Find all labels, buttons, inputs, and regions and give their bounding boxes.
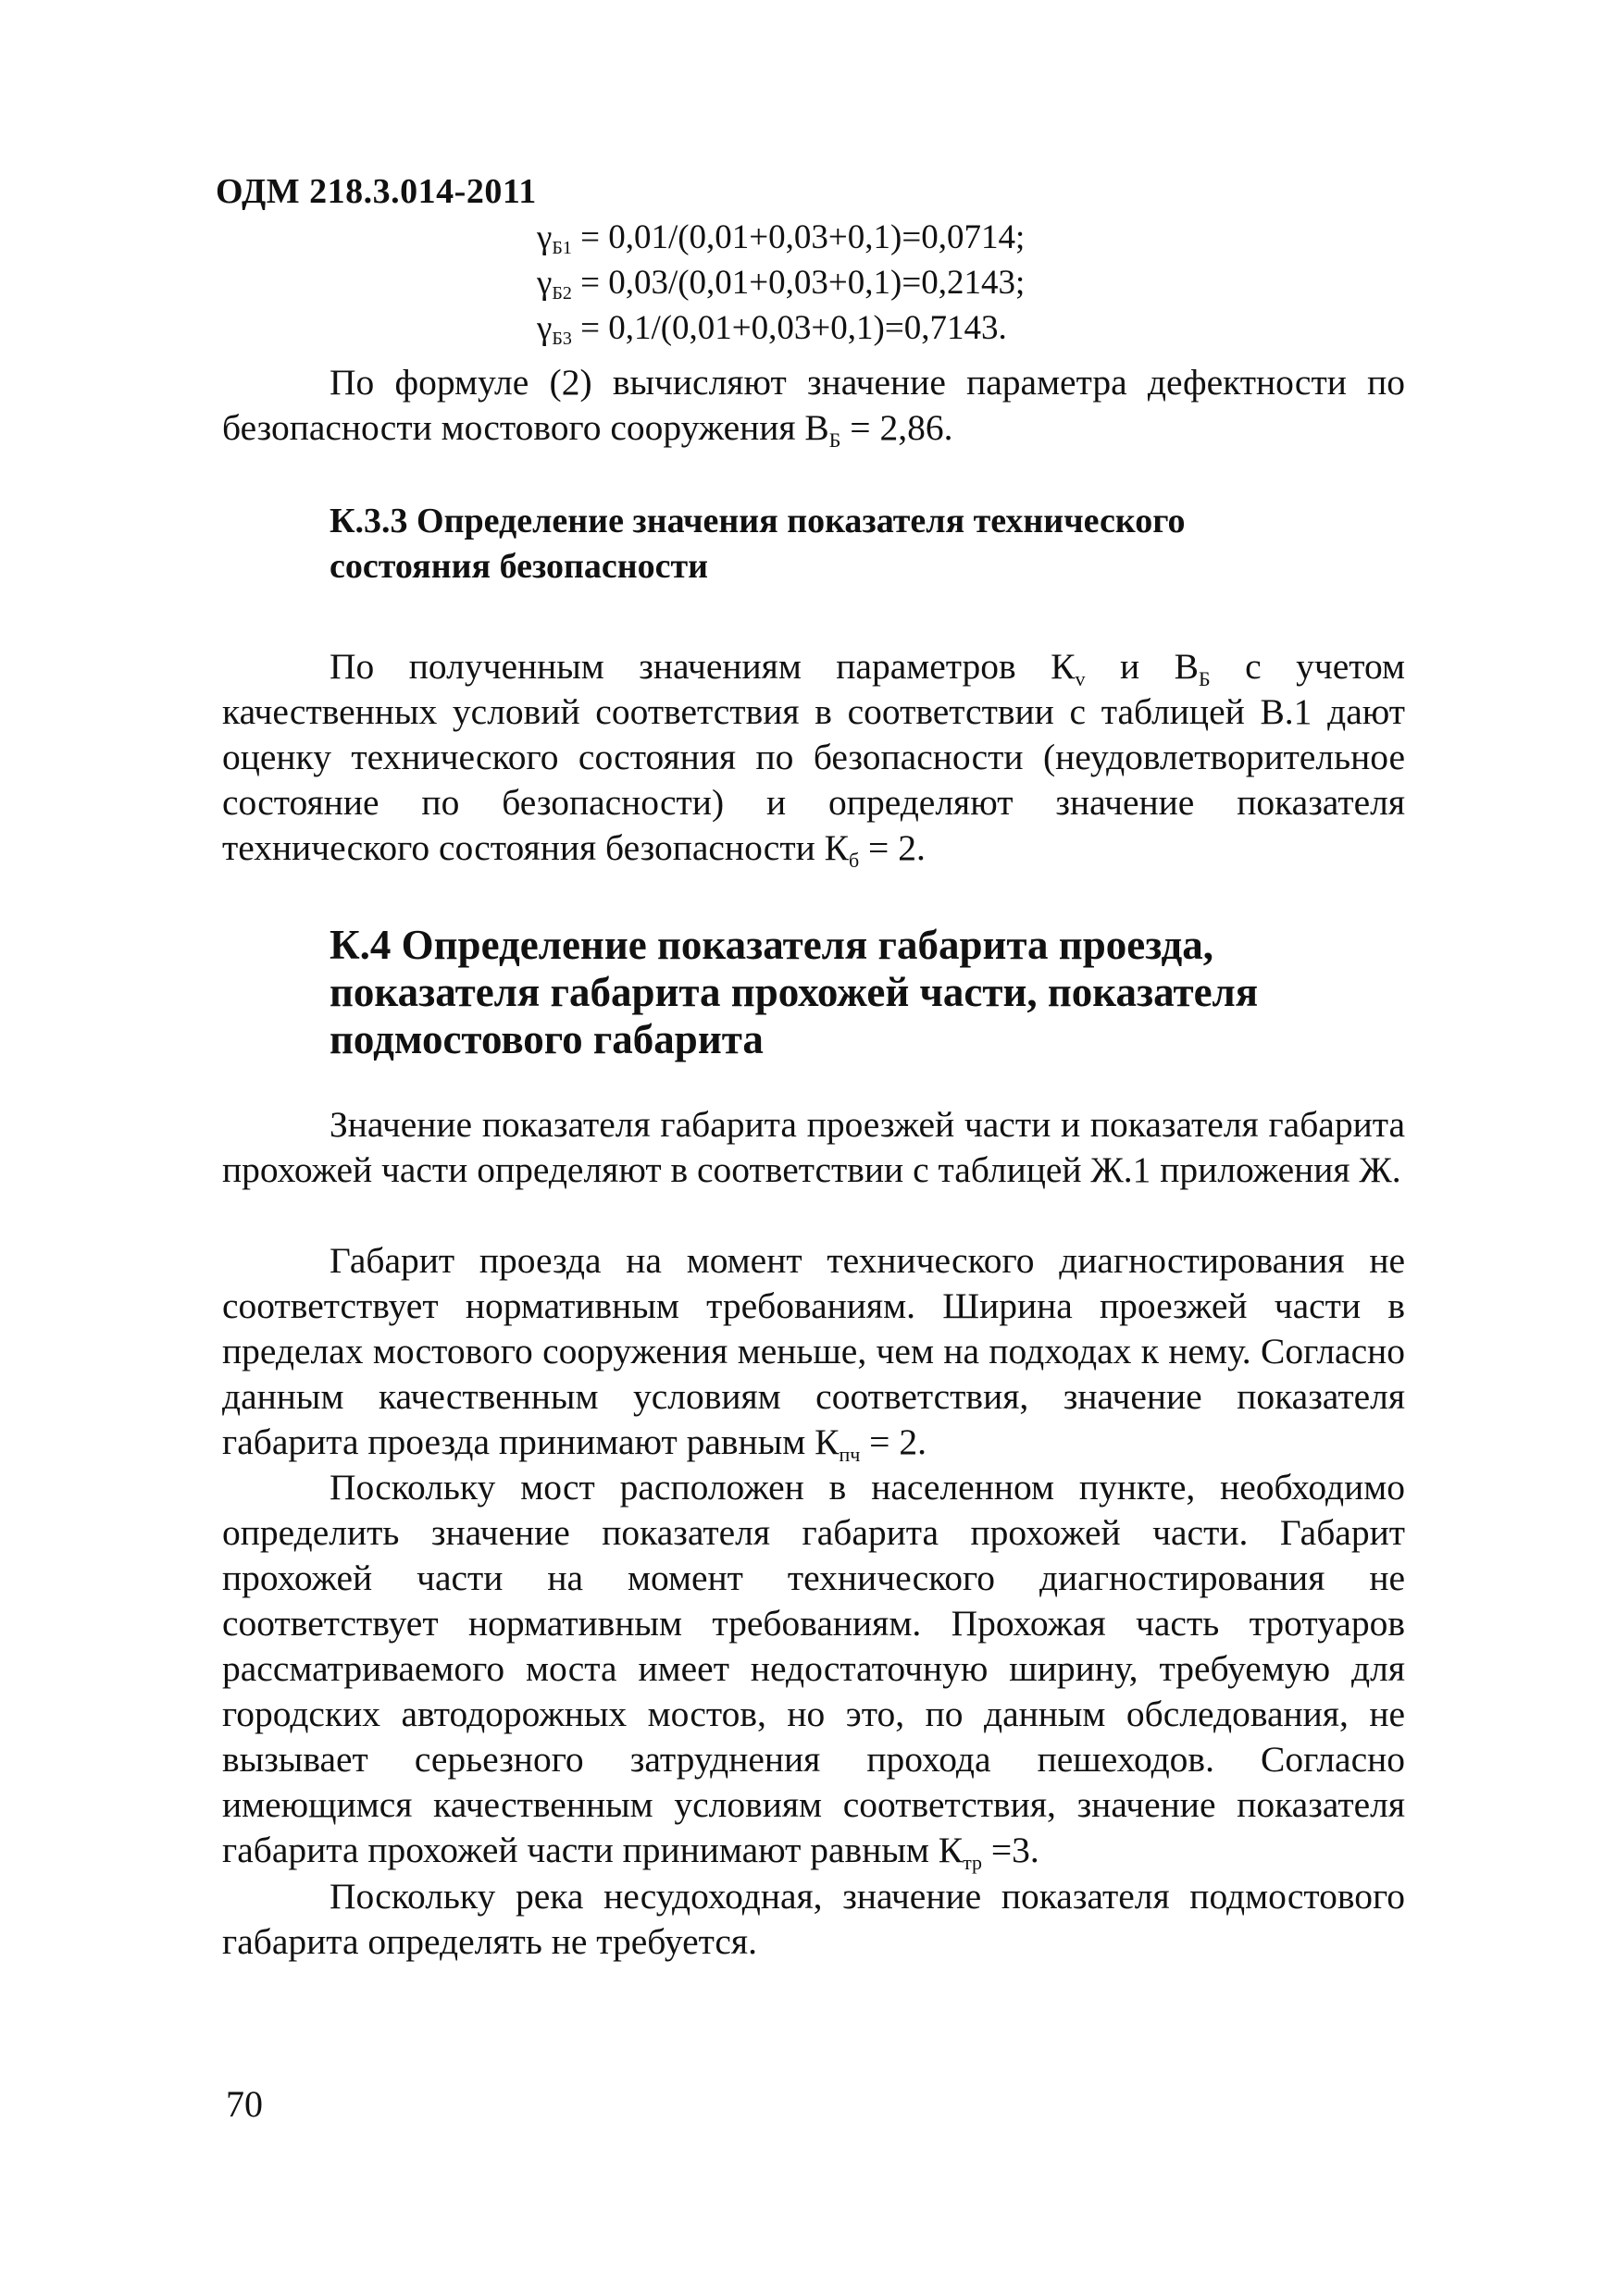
- formula-subscript: Б3: [552, 329, 572, 349]
- formula-symbol: γ: [537, 309, 553, 347]
- formula-expression: = 0,03/(0,01+0,03+0,1)=0,2143;: [571, 264, 1026, 302]
- paragraph-carriageway-clearance: Значение показателя габарита проезжей части и показателя габарита прохожей части определяют в соответствии с таблицей Ж.1 приложения Ж.: [222, 1104, 1405, 1190]
- formula-expression: = 0,1/(0,01+0,03+0,1)=0,7143.: [571, 309, 1007, 347]
- formula-subscript: Б2: [552, 283, 572, 304]
- formula-symbol: γ: [537, 218, 553, 256]
- page-number: 70: [226, 2083, 263, 2125]
- formula-expression: = 0,01/(0,01+0,03+0,1)=0,0714;: [571, 218, 1026, 256]
- formula-line: [537, 215, 1025, 260]
- formula-subscript: Б1: [552, 238, 572, 258]
- section-heading-k4: К.4 Определение показателя габарита проезда, показателя габарита прохожей части, показателя подмостового габарита: [330, 922, 1259, 1062]
- formula-line: [537, 260, 1025, 305]
- formula-line: [537, 305, 1025, 351]
- paragraph-defect-parameter: По формуле (2) вычисляют значение параметра дефектности по безопасности мостового сооружения $В_Б = 2,86$.: [222, 362, 1405, 452]
- formula-block: [537, 215, 1025, 351]
- formula-symbol: γ: [537, 264, 553, 302]
- paragraph-footway-clearance: Поскольку мост расположен в населенном пункте, необходимо определить значение показателя габарита прохожей части. Габарит прохожей части на момент технического диагностирования не соответствует нормативным требованиям. Прохожая часть тротуаров рассматриваемого моста имеет недостаточную ширину, требуемую для городских автодорожных мостов, но это, по данным обследования, не вызывает серьезного затруднения прохода пешеходов. Согласно имеющимся качественным условиям соответствия, значение показателя габарита прохожей части принимают равным $К_{тр} =3$.: [222, 1467, 1405, 1874]
- document-code-header: ОДМ 218.3.014-2011: [216, 172, 537, 211]
- section-heading-k33: К.3.3 Определение значения показателя технического состояния безопасности: [330, 502, 1186, 586]
- paragraph-passage-clearance: Габарит проезда на момент технического диагностирования не соответствует нормативным требованиям. Ширина проезжей части в пределах мостового сооружения меньше, чем на подходах к нему. Согласно данным качественным условиям соответствия, значение показателя габарита проезда принимают равным $К_{пч} = 2$.: [222, 1240, 1405, 1466]
- paragraph-underbridge-clearance: Поскольку река несудоходная, значение показателя подмостового габарита определять не требуется.: [222, 1876, 1405, 1962]
- paragraph-safety-state: По полученным значениям параметров $К_v$ и $В_Б$ с учетом качественных условий соответствия в соответствии с таблицей В.1 дают оценку технического состояния по безопасности (неудовлетворительное состояние по безопасности) и определяют значение показателя технического состояния безопасности $К_б = 2$.: [222, 646, 1405, 872]
